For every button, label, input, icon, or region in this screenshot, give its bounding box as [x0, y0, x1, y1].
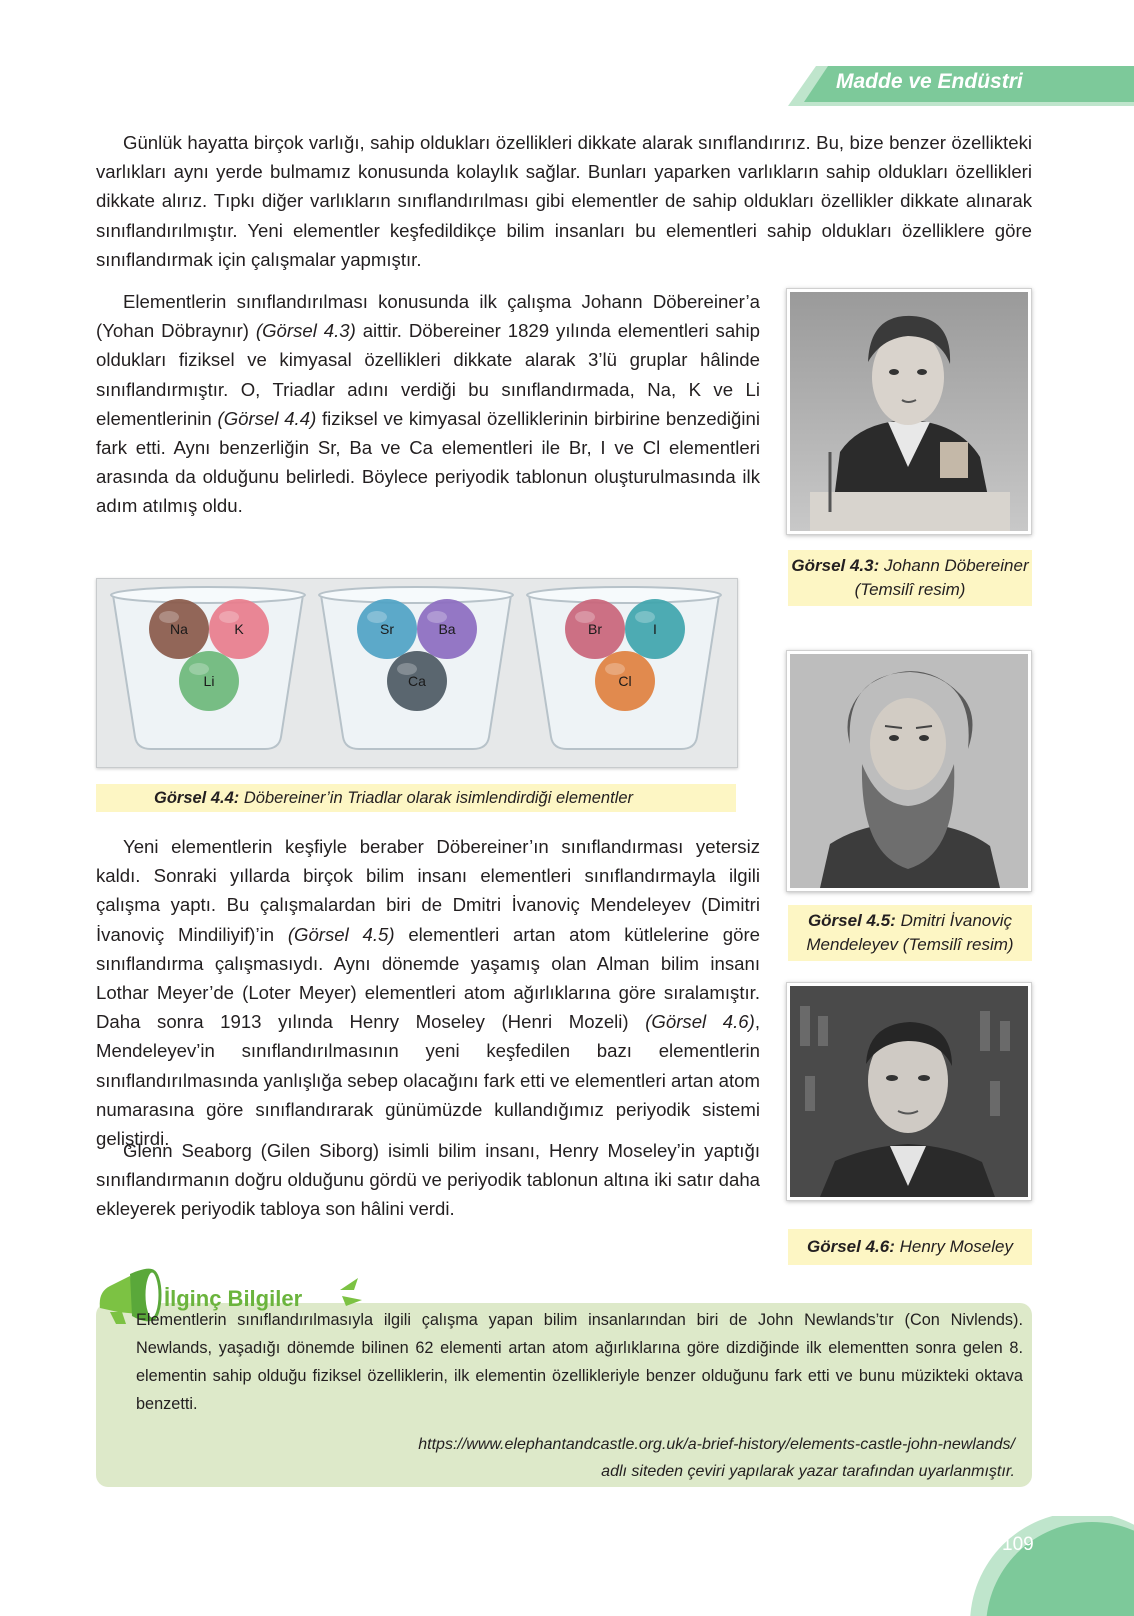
triads-glasses — [97, 579, 737, 767]
info-source-note: adlı siteden çeviri yapılarak yazar tarafından uyarlanmıştır. — [601, 1463, 1015, 1480]
info-title-text: İlginç Bilgiler — [164, 1286, 303, 1311]
triads-illustration — [96, 578, 738, 768]
figure-caption-4-4: Görsel 4.4: Döbereiner’in Triadlar olarak isimlendirdiği elementler — [96, 784, 736, 812]
element-label-li: Li — [203, 673, 215, 689]
element-label-sr: Sr — [380, 621, 394, 637]
mendeleyev-portrait — [786, 650, 1032, 892]
element-label-k: K — [234, 621, 244, 637]
element-label-na: Na — [170, 621, 188, 637]
info-text: Elementlerin sınıflandırılmasıyla ilgili çalışma yapan bilim insanlarından biri de John Newlands’tır (Con Nivlends). Newlands, yaşadığı dönemde bilinen 62 elementi artan atom ağırlıklarına göre dizdiğinde ilk elementten sonra gelen 8. elementin sahip olduğu fiziksel özelliklerin, ilk elementin özellikleriyle benzer olduğunu fark etti ve bunu müzikteki oktava benzetti. — [136, 1311, 1023, 1413]
figure-caption-4-6: Görsel 4.6: Henry Moseley — [788, 1229, 1032, 1265]
triad-glass-1 — [111, 587, 305, 749]
chapter-title: Madde ve Endüstri — [836, 70, 1023, 93]
dobereiner-portrait — [786, 288, 1032, 535]
figure-ref-4-4: (Görsel 4.4) — [217, 407, 317, 429]
figure-caption-4-5: Görsel 4.5: Dmitri İvanoviç Mendeleyev (Temsilî resim) — [788, 905, 1032, 961]
moseley-portrait — [786, 982, 1032, 1201]
triad-glass-3 — [527, 587, 721, 749]
element-label-cl: Cl — [618, 673, 632, 689]
page-number-circle — [952, 1516, 1134, 1616]
page-number: 109 — [1002, 1534, 1034, 1555]
element-label-ba: Ba — [438, 621, 456, 637]
element-label-ca: Ca — [408, 673, 426, 689]
info-source — [418, 1431, 1015, 1485]
mendeleyev-paragraph: Yeni elementlerin keşfiyle beraber Döbereiner’ın sınıflandırması yetersiz kaldı. Sonraki yıllarda birçok bilim insanı elementleri sınıflandırmayla ilgili çalışma yaptı. Bu çalışmalardan biri de Dmitri İvanoviç Mendeleyev (Dimitri İvanoviç Mindiliyif)’in (Görsel 4.5) elementleri artan atom kütlelerine göre sınıflandırma çalışmasıydı. Aynı dönemde yaşamış olan Alman bilim insanı Lothar Meyer’de (Loter Meyer) elementleri atom ağırlıklarına göre sıralamıştır. Daha sonra 1913 yılında Henry Moseley (Henri Mozeli) (Görsel 4.6), Mendeleyev’in sınıflandırılmasının yeni keşfedilen bazı elementlerin sınıflandırılmasında yanlışlığa sebep olacağını fark etti ve elementleri artan atom numarasına göre sınıflandırarak günümüzde kullandığımız periyodik sistemi geliştirdi. — [96, 836, 760, 1150]
intro-paragraph: Günlük hayatta birçok varlığı, sahip oldukları özellikleri dikkate alarak sınıflandırırız. Bu, bize benzer özellikteki varlıkları aynı yerde bulmamız konusunda kolaylık sağlar. Bunları yaparken varlıkların sahip oldukları özellikleri dikkate alırız. Tıpkı diğer varlıkların sınıflandırılması gibi elementler de sahip oldukları özellikler dikkate alınarak sınıflandırılmıştır. Yeni elementler keşfedildikçe bilim insanları bu elementleri sahip oldukları özelliklere göre sınıflandırmak için çalışmalar yapmıştır. — [96, 132, 1032, 270]
figure-caption-4-3: Görsel 4.3: Johann Döbereiner (Temsilî resim) — [788, 550, 1032, 606]
element-label-i: I — [653, 621, 657, 637]
info-source-url: https://www.elephantandcastle.org.uk/a-brief-history/elements-castle-john-newlands/ — [418, 1436, 1015, 1453]
dobereiner-paragraph: Elementlerin sınıflandırılması konusunda ilk çalışma Johann Döbereiner’a (Yohan Döbraynır) (Görsel 4.3) aittir. Döbereiner 1829 yılında elementleri sahip oldukları fiziksel ve kimyasal özellikleri dikkate alarak 3’lü gruplar hâlinde sınıflandırmıştır. O, Triadlar adını verdiği bu sınıflandırmada, Na, K ve Li elementlerinin (Görsel 4.4) fiziksel ve kimyasal özelliklerinin birbirine benzediğini fark etti. Aynı benzerliğin Sr, Ba ve Ca elementleri ile Br, I ve Cl elementleri arasında da olduğunu belirledi. Böylece periyodik tablonun oluşturulmasında ilk adım atılmış oldu. — [96, 291, 760, 517]
triad-glass-2 — [319, 587, 513, 749]
figure-ref-4-5: (Görsel 4.5) — [287, 923, 395, 945]
seaborg-paragraph: Glenn Seaborg (Gilen Siborg) isimli bilim insanı, Henry Moseley’in yaptığı sınıflandırmanın doğru olduğunu gördü ve periyodik tablonun altına iki satır daha ekleyerek periyodik tabloya son hâlini verdi. — [96, 1140, 760, 1220]
figure-ref-4-6: (Görsel 4.6) — [645, 1011, 755, 1033]
element-label-br: Br — [588, 621, 602, 637]
figure-ref-4-3: (Görsel 4.3) — [255, 320, 356, 342]
